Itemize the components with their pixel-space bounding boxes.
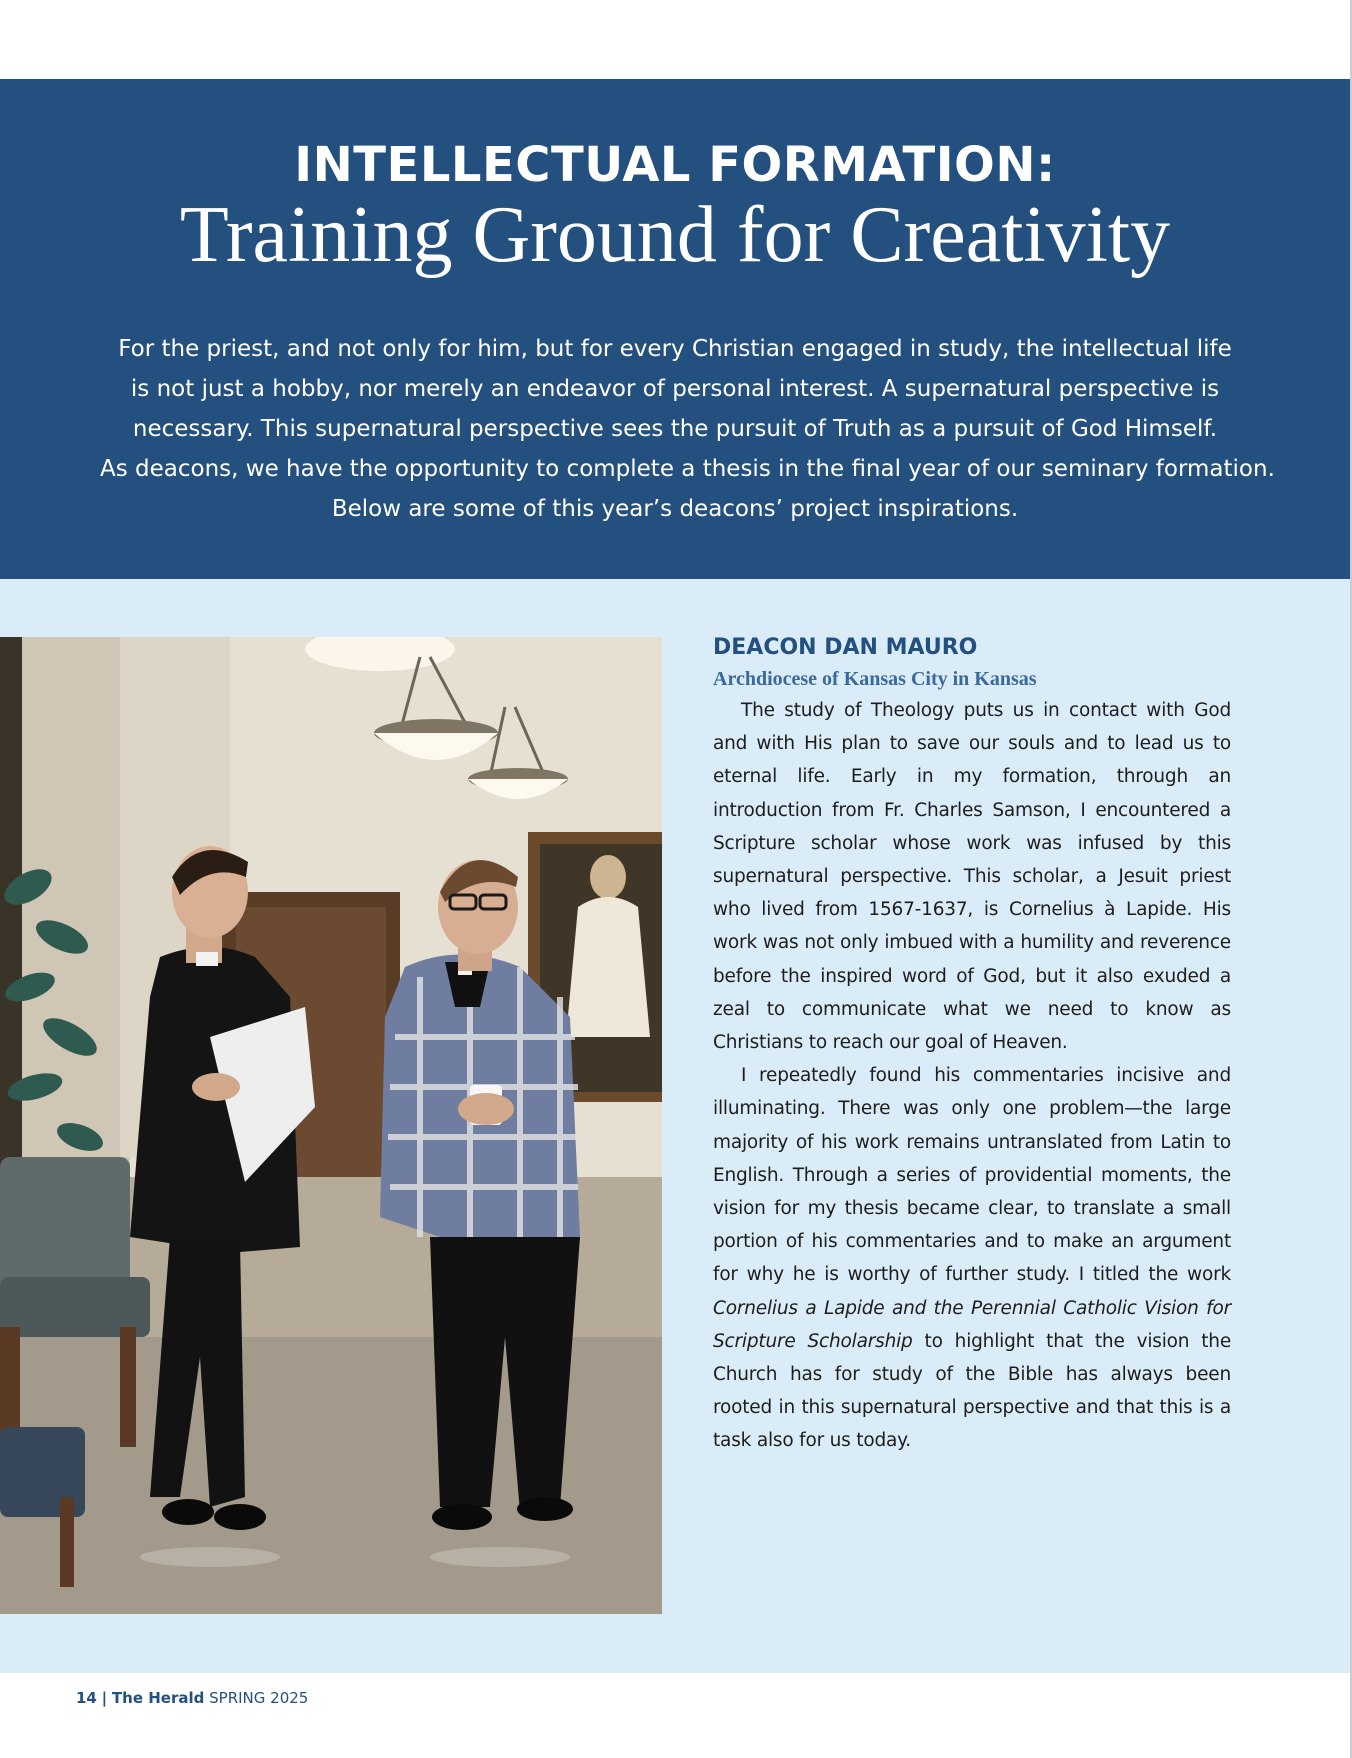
thesis-title: Cornelius a Lapide and the Perennial Catholic Vision for Scripture Scholarship [713, 1297, 1231, 1352]
intro-line: necessary. This supernatural perspective sees the pursuit of Truth as a pursuit of God Himself. [132, 416, 1218, 442]
intro-line: As deacons, we have the opportunity to complete a thesis in the final year of our seminary formation. [100, 456, 1275, 482]
intro-line: is not just a hobby, nor merely an endeavor of personal interest. A supernatural perspective is [130, 376, 1220, 402]
intro-line: Below are some of this year’s deacons’ project inspirations. [331, 496, 1019, 522]
article-byline: DEACON DAN MAURO [713, 635, 978, 660]
magazine-name: The Herald [111, 1689, 205, 1707]
paragraph-2-text-end: to highlight that the vision the Church has for study of the Bible has always been rooted in this supernatural perspective and that this is a task also for us today. [713, 1330, 1231, 1452]
footer-separator: | [101, 1689, 108, 1707]
paragraph-2-text-start: I repeatedly found his commentaries incisive and illuminating. There was only one problem—the large majority of his work remains untranslated from Latin to English. Through a series of providential moments, the vision for my thesis became clear, to translate a small portion of his commentaries and to make an argument for why he is worthy of further study. I titled the work [713, 1065, 1231, 1286]
deacon-article [713, 632, 1231, 1458]
issue-label: SPRING 2025 [209, 1689, 309, 1707]
article-diocese: Archdiocese of Kansas City in Kansas [713, 668, 1037, 690]
header-banner [0, 79, 1350, 579]
page-title: Training Ground for Creativity [179, 191, 1171, 279]
page-footer [76, 1689, 308, 1707]
seminarians-photo [0, 637, 662, 1614]
intro-text [100, 329, 1275, 529]
article-paragraph-2 [713, 1059, 1231, 1457]
page-number: 14 [76, 1689, 97, 1707]
intro-line: For the priest, and not only for him, but for every Christian engaged in study, the intellectual life [118, 336, 1232, 362]
section-kicker: INTELLECTUAL FORMATION: [294, 137, 1056, 193]
article-paragraph-1: The study of Theology puts us in contact with God and with His plan to save our souls and to lead us to eternal life. Early in my formation, through an introduction from Fr. Charles Samson, I encountered a Scripture scholar whose work was infused by this supernatural perspective. This scholar, a Jesuit priest who lived from 1567-1637, is Cornelius à Lapide. His work was not only imbued with a humility and reverence before the inspired word of God, but it also exuded a zeal to communicate what we need to know as Christians to reach our goal of Heaven. [713, 700, 1231, 1054]
